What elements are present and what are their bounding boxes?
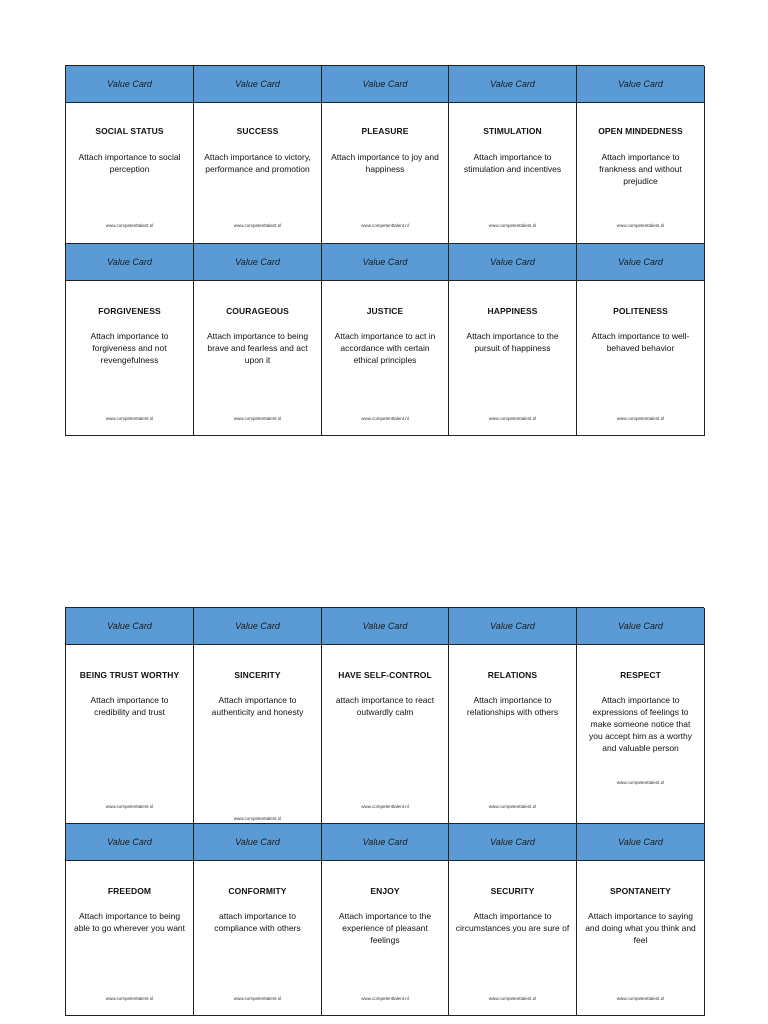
- card-description: Attach importance to the pursuit of happiness: [466, 331, 559, 353]
- card-header: Value Card: [194, 66, 321, 103]
- card-title: RELATIONS: [487, 670, 538, 680]
- value-card-stimulation: [449, 66, 577, 244]
- value-card-politeness: [577, 244, 705, 436]
- card-description: attach importance to react outwardly calm: [335, 695, 435, 717]
- card-title: BEING TRUST WORTHY: [79, 670, 180, 680]
- value-card-courageous: [194, 244, 322, 436]
- card-url: www.competenttalent.nl: [488, 223, 537, 228]
- card-url: www.competenttalent.nl: [616, 223, 665, 228]
- card-url: www.competenttalent.nl: [233, 816, 282, 821]
- card-header: Value Card: [194, 608, 321, 645]
- card-url: www.competenttalent.nl: [361, 223, 409, 228]
- card-url: www.competenttalent.nl: [105, 804, 154, 809]
- card-description: Attach importance to circumstances you are sure of: [455, 911, 570, 933]
- value-card-relations: [449, 608, 577, 824]
- card-title: FREEDOM: [107, 886, 152, 896]
- card-title: JUSTICE: [366, 306, 404, 316]
- card-description: Attach importance to frankness and without prejudice: [599, 152, 682, 186]
- card-row: [66, 66, 704, 244]
- value-card-respect: [577, 608, 705, 824]
- card-title: SUCCESS: [236, 126, 279, 136]
- card-description: Attach importance to forgiveness and not revengefulness: [90, 331, 169, 365]
- card-header: Value Card: [194, 244, 321, 281]
- value-card-conformity: [194, 824, 322, 1016]
- card-description: Attach importance to credibility and trust: [90, 695, 169, 717]
- card-header: Value Card: [577, 608, 704, 645]
- card-header: Value Card: [194, 824, 321, 861]
- card-url: www.competenttalent.nl: [488, 804, 537, 809]
- card-description: Attach importance to victory, performance and promotion: [204, 152, 311, 174]
- card-description: Attach importance to relationships with others: [466, 695, 559, 717]
- card-header: Value Card: [66, 66, 193, 103]
- card-header: Value Card: [322, 66, 448, 103]
- card-title: SOCIAL STATUS: [95, 126, 164, 136]
- card-url: www.competenttalent.nl: [488, 996, 537, 1001]
- card-title: RESPECT: [620, 670, 661, 680]
- card-url: www.competenttalent.nl: [233, 223, 282, 228]
- card-title: POLITENESS: [613, 306, 668, 316]
- card-title: HAVE SELF-CONTROL: [338, 670, 432, 680]
- card-header: Value Card: [322, 608, 448, 645]
- card-title: ENJOY: [370, 886, 400, 896]
- value-card-justice: [322, 244, 449, 436]
- value-card-security: [449, 824, 577, 1016]
- card-title: SECURITY: [490, 886, 535, 896]
- card-description: Attach importance to the experience of pleasant feelings: [338, 911, 432, 945]
- card-row: [66, 824, 704, 1016]
- card-description: Attach importance to expressions of feelings to make someone notice that you accept him as a worthy and valuable person: [589, 695, 692, 753]
- card-header: Value Card: [449, 244, 576, 281]
- value-card-happiness: [449, 244, 577, 436]
- value-card-success: [194, 66, 322, 244]
- card-url: www.competenttalent.nl: [616, 780, 665, 785]
- value-card-sheet-2: [65, 607, 704, 1016]
- value-card-sheet-1: [65, 65, 704, 436]
- card-row: [66, 608, 704, 824]
- card-description: Attach importance to being able to go wherever you want: [73, 911, 186, 933]
- card-header: Value Card: [449, 66, 576, 103]
- card-header: Value Card: [577, 66, 704, 103]
- card-url: www.competenttalent.nl: [488, 416, 537, 421]
- card-header: Value Card: [449, 608, 576, 645]
- value-card-freedom: [66, 824, 194, 1016]
- value-card-being-trust-worthy: [66, 608, 194, 824]
- card-url: www.competenttalent.nl: [361, 416, 409, 421]
- card-header: Value Card: [577, 824, 704, 861]
- card-row: [66, 244, 704, 436]
- card-url: www.competenttalent.nl: [233, 996, 282, 1001]
- card-description: Attach importance to saying and doing what you think and feel: [585, 911, 696, 945]
- value-card-sincerity: [194, 608, 322, 824]
- card-description: attach importance to compliance with others: [214, 911, 301, 933]
- card-title: CONFORMITY: [228, 886, 287, 896]
- value-card-social-status: [66, 66, 194, 244]
- card-header: Value Card: [577, 244, 704, 281]
- card-description: Attach importance to authenticity and honesty: [211, 695, 304, 717]
- card-description: Attach importance to well-behaved behavior: [591, 331, 690, 353]
- value-card-spontaneity: [577, 824, 705, 1016]
- card-url: www.competenttalent.nl: [233, 416, 282, 421]
- value-card-pleasure: [322, 66, 449, 244]
- card-description: Attach importance to being brave and fearless and act upon it: [206, 331, 309, 365]
- card-header: Value Card: [322, 824, 448, 861]
- card-url: www.competenttalent.nl: [361, 804, 409, 809]
- card-url: www.competenttalent.nl: [361, 996, 409, 1001]
- card-title: COURAGEOUS: [226, 306, 289, 316]
- card-description: Attach importance to act in accordance with certain ethical principles: [334, 331, 436, 365]
- card-description: Attach importance to joy and happiness: [331, 152, 439, 174]
- value-card-enjoy: [322, 824, 449, 1016]
- card-title: PLEASURE: [361, 126, 409, 136]
- card-description: Attach importance to stimulation and incentives: [463, 152, 562, 174]
- card-title: FORGIVENESS: [98, 306, 161, 316]
- card-header: Value Card: [322, 244, 448, 281]
- card-title: STIMULATION: [483, 126, 542, 136]
- card-url: www.competenttalent.nl: [616, 996, 665, 1001]
- value-card-forgiveness: [66, 244, 194, 436]
- card-url: www.competenttalent.nl: [105, 416, 154, 421]
- card-title: HAPPINESS: [487, 306, 538, 316]
- card-url: www.competenttalent.nl: [105, 223, 154, 228]
- value-card-have-self-control: [322, 608, 449, 824]
- card-url: www.competenttalent.nl: [105, 996, 154, 1001]
- card-url: www.competenttalent.nl: [616, 416, 665, 421]
- card-header: Value Card: [449, 824, 576, 861]
- card-title: OPEN MINDEDNESS: [598, 126, 683, 136]
- card-description: Attach importance to social perception: [78, 152, 181, 174]
- card-title: SINCERITY: [234, 670, 281, 680]
- value-card-open-mindedness: [577, 66, 705, 244]
- card-header: Value Card: [66, 824, 193, 861]
- card-title: SPONTANEITY: [610, 886, 671, 896]
- card-header: Value Card: [66, 244, 193, 281]
- card-header: Value Card: [66, 608, 193, 645]
